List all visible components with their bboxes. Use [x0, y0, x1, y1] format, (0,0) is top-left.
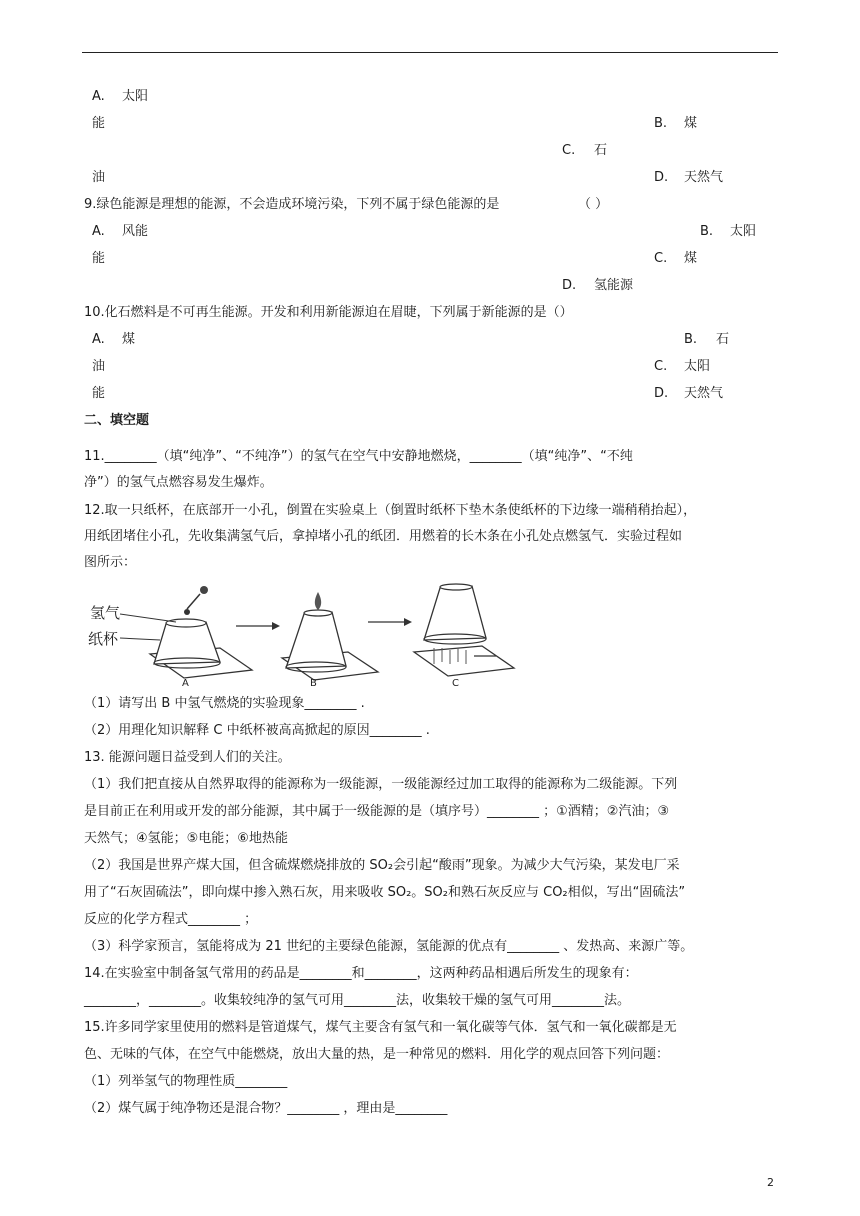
- q10-stem: 10.化石燃料是不可再生能源。开发和利用新能源迫在眉睫，下列属于新能源的是（）: [84, 305, 573, 320]
- figure-label-b: B: [310, 678, 317, 686]
- q9-option-d-letter: D.: [562, 278, 577, 293]
- q10-option-b-letter: B.: [684, 332, 698, 347]
- q13-sub2-line-1: （2）我国是世界产煤大国，但含硫煤燃烧排放的 SO₂会引起“酸雨”现象。为减少大气污染，某发电厂采: [84, 858, 680, 873]
- header-rule: [82, 52, 778, 53]
- q10-option-b-text-cont: 油: [92, 359, 106, 374]
- q9-option-d-text: 氢能源: [594, 278, 634, 293]
- q10-option-d-letter: D.: [654, 386, 669, 401]
- figure-label-a: A: [182, 678, 189, 686]
- q12-sub-2: （2）用理化知识解释 C 中纸杯被高高掀起的原因________ .: [84, 723, 430, 738]
- q8-option-c-text-cont: 油: [92, 170, 106, 185]
- q13-sub3-line-1: （3）科学家预言，氢能将成为 21 世纪的主要绿色能源，氢能源的优点有________ 、发热高、来源广等。: [84, 939, 694, 954]
- q15-sub-2: （2）煤气属于纯净物还是混合物？________ ，理由是________: [84, 1101, 448, 1116]
- figure-label-hydrogen: 氢气: [90, 604, 121, 622]
- q10-option-c-text-cont: 能: [92, 386, 106, 401]
- q8-option-b-letter: B.: [654, 116, 668, 131]
- stage-b-figure: [282, 592, 378, 680]
- q15-sub-1: （1）列举氢气的物理性质________: [84, 1074, 288, 1089]
- q12-sub-1: （1）请写出 B 中氢气燃烧的实验现象________ .: [84, 696, 365, 711]
- q9-option-a-text: 风能: [122, 224, 149, 239]
- q10-option-c-letter: C.: [654, 359, 668, 374]
- q9-option-b-text-cont: 能: [92, 251, 106, 266]
- q10-option-b-text: 石: [716, 332, 730, 347]
- q13-sub2-line-2: 用了“石灰固硫法”，即向煤中掺入熟石灰，用来吸收 SO₂。SO₂和熟石灰反应与 CO₂相似，写出“固硫法”: [84, 885, 686, 900]
- q8-option-a-text: 太阳: [122, 89, 149, 104]
- section-title: 二、填空题: [84, 413, 150, 428]
- q10-option-c-text: 太阳: [684, 359, 711, 374]
- stage-a-figure: [120, 586, 252, 678]
- q9-option-c-letter: C.: [654, 251, 668, 266]
- arrow-a-to-b: [236, 622, 280, 630]
- q10-option-d-text: 天然气: [684, 386, 724, 401]
- q12-line-2: 用纸团堵住小孔，先收集满氢气后，拿掉堵小孔的纸团．用燃着的长木条在小孔处点燃氢气．实验过程如: [84, 529, 683, 544]
- experiment-figure: [88, 582, 548, 686]
- q10-option-a-letter: A.: [92, 332, 105, 347]
- q13-sub1-line-2: 是目前正在利用或开发的部分能源，其中属于一级能源的是（填序号）________ ；①酒精；②汽油；③: [84, 804, 670, 819]
- q9-option-c-text: 煤: [684, 251, 698, 266]
- q13-sub1-line-3: 天然气；④氢能；⑤电能；⑥地热能: [84, 831, 288, 846]
- q15-line-2: 色、无味的气体，在空气中能燃烧，放出大量的热，是一种常见的燃料．用化学的观点回答下列问题：: [84, 1047, 670, 1062]
- q11-line-2: 净”）的氢气点燃容易发生爆炸。: [84, 475, 273, 490]
- q8-option-a-text-cont: 能: [92, 116, 106, 131]
- q9-option-b-text: 太阳: [730, 224, 757, 239]
- q8-option-c-letter: C.: [562, 143, 576, 158]
- arrow-b-to-c: [368, 618, 412, 626]
- q8-option-d-text: 天然气: [684, 170, 724, 185]
- figure-label-c: C: [452, 678, 459, 686]
- q12-line-1: 12.取一只纸杯，在底部开一小孔，倒置在实验桌上（倒置时纸杯下垫木条使纸杯的下边缘一端稍稍抬起），: [84, 503, 697, 518]
- q9-stem: 9.绿色能源是理想的能源，不会造成环境污染，下列不属于绿色能源的是: [84, 197, 500, 212]
- q13-stem: 13. 能源问题日益受到人们的关注。: [84, 750, 291, 765]
- q8-option-c-text: 石: [594, 143, 608, 158]
- q9-option-a-letter: A.: [92, 224, 105, 239]
- q9-option-b-letter: B.: [700, 224, 714, 239]
- q8-option-d-letter: D.: [654, 170, 669, 185]
- q12-line-3: 图所示：: [84, 555, 137, 570]
- q8-option-a-letter: A.: [92, 89, 105, 104]
- q8-option-b-text: 煤: [684, 116, 698, 131]
- q11-line-1: 11.________（填“纯净”、“不纯净”）的氢气在空气中安静地燃烧，________（填“纯净”、“不纯: [84, 449, 633, 464]
- figure-label-cup: 纸杯: [88, 630, 119, 648]
- q10-option-a-text: 煤: [122, 332, 136, 347]
- q14-line-1: 14.在实验室中制备氢气常用的药品是________和________，这两种药品相遇后所发生的现象有：: [84, 966, 638, 981]
- q15-line-1: 15.许多同学家里使用的燃料是管道煤气，煤气主要含有氢气和一氧化碳等气体．氢气和一氧化碳都是无: [84, 1020, 677, 1035]
- q13-sub2-line-3: 反应的化学方程式________ ；: [84, 912, 258, 927]
- q9-answer-paren: （ ）: [578, 197, 609, 212]
- stage-c-figure: [414, 584, 514, 676]
- q14-line-2: ________，________。收集较纯净的氢气可用________法，收集较干燥的氢气可用________法。: [84, 993, 631, 1008]
- page-number: 2: [767, 1176, 774, 1189]
- q13-sub1-line-1: （1）我们把直接从自然界取得的能源称为一级能源，一级能源经过加工取得的能源称为二级能源。下列: [84, 777, 678, 792]
